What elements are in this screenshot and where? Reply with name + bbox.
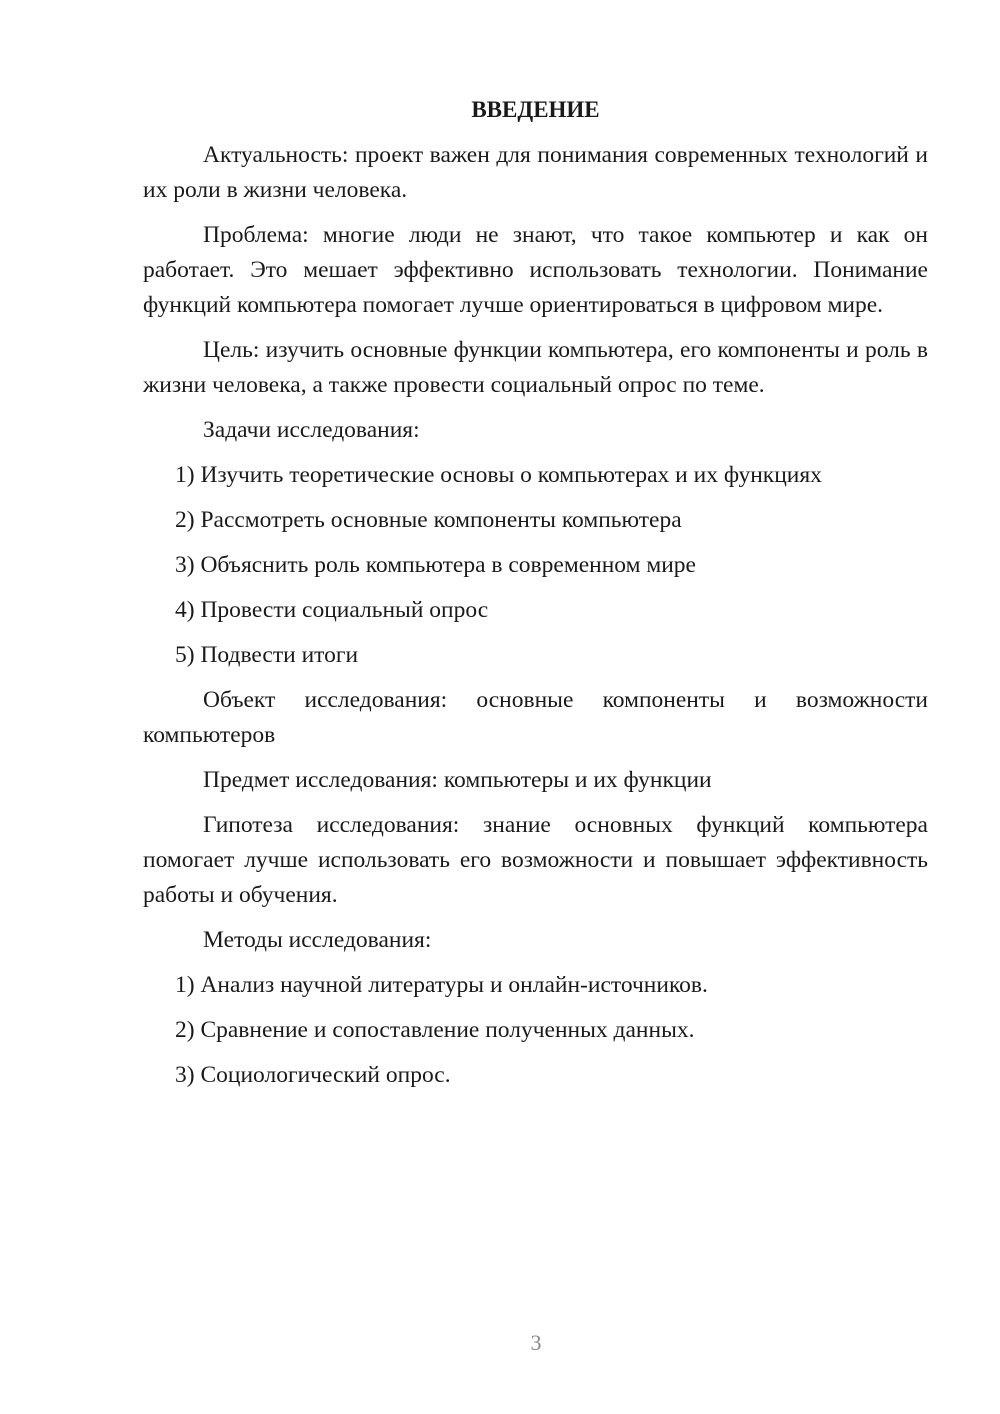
list-item: 1) Анализ научной литературы и онлайн-источников. xyxy=(175,972,708,998)
list-item: 2) Рассмотреть основные компоненты компьютера xyxy=(175,507,682,533)
tasks-heading: Задачи исследования: xyxy=(203,417,420,443)
list-item: 3) Социологический опрос. xyxy=(175,1062,451,1088)
goal-paragraph: Цель: изучить основные функции компьютера, его компоненты и роль в жизни человека, а также провести социальный опрос по теме. xyxy=(143,337,928,398)
page-number: 3 xyxy=(530,1330,542,1355)
document-page xyxy=(143,90,928,1103)
list-item: 2) Сравнение и сопоставление полученных данных. xyxy=(175,1017,695,1043)
problem-paragraph: Проблема: многие люди не знают, что такое компьютер и как он работает. Это мешает эффективно использовать технологии. Понимание функций компьютера помогает лучше ориентироваться в цифровом мире. xyxy=(143,222,928,318)
hypothesis-paragraph: Гипотеза исследования: знание основных функций компьютера помогает лучше использовать его возможности и повышает эффективность работы и обучения. xyxy=(143,812,928,908)
list-item: 1) Изучить теоретические основы о компьютерах и их функциях xyxy=(175,462,822,488)
methods-heading: Методы исследования: xyxy=(203,927,432,953)
subject-paragraph: Предмет исследования: компьютеры и их функции xyxy=(203,767,712,793)
object-paragraph: Объект исследования: основные компоненты и возможности компьютеров xyxy=(143,687,928,748)
relevance-paragraph: Актуальность: проект важен для понимания современных технологий и их роли в жизни человека. xyxy=(143,142,928,203)
section-title: ВВЕДЕНИЕ xyxy=(471,97,600,122)
list-item: 5) Подвести итоги xyxy=(175,642,359,668)
list-item: 4) Провести социальный опрос xyxy=(175,597,489,623)
list-item: 3) Объяснить роль компьютера в современном мире xyxy=(175,552,696,578)
